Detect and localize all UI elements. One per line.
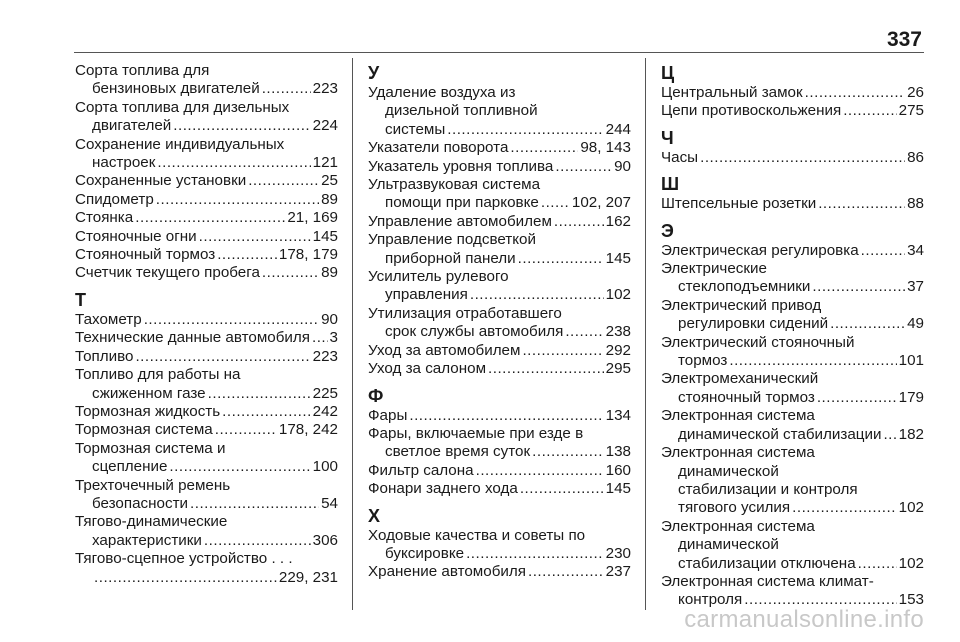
- dot-leader: [510, 139, 578, 157]
- entry-text: Усилитель рулевого: [368, 268, 509, 286]
- index-entry[interactable]: [661, 334, 924, 371]
- page-reference[interactable]: 153: [898, 591, 924, 609]
- section-letter: Ш: [661, 174, 680, 195]
- entry-text: Трехточечный ремень: [75, 476, 231, 494]
- dot-leader: [805, 84, 905, 102]
- dot-leader: [470, 286, 604, 304]
- page-number: 337: [886, 28, 922, 51]
- index-entry[interactable]: [368, 84, 631, 139]
- page-reference[interactable]: 138: [605, 443, 631, 461]
- dot-leader: [476, 462, 604, 480]
- dot-leader: [135, 209, 285, 227]
- index-entry[interactable]: [368, 305, 631, 342]
- index-column-3: [661, 62, 924, 610]
- index-entry[interactable]: [75, 421, 338, 439]
- entry-text: Тормозная система: [75, 421, 213, 439]
- index-entry[interactable]: [75, 62, 338, 99]
- section-letter: Ч: [661, 127, 674, 148]
- dot-leader: [312, 329, 328, 347]
- page-reference[interactable]: 145: [605, 249, 631, 267]
- page-reference[interactable]: 160: [605, 461, 631, 479]
- dot-leader: [190, 495, 319, 513]
- page-reference[interactable]: 90: [321, 310, 338, 328]
- dot-leader: [169, 458, 310, 476]
- page-reference[interactable]: 102: [898, 554, 924, 572]
- entry-text: сцепление: [92, 458, 168, 476]
- entry-text: Фары: [368, 406, 408, 424]
- index-entry[interactable]: [661, 102, 924, 120]
- page-reference[interactable]: 90: [614, 157, 631, 175]
- page-reference[interactable]: 88: [907, 195, 924, 213]
- index-entry[interactable]: [75, 228, 338, 246]
- index-column-1: [75, 62, 338, 587]
- index-entry[interactable]: [368, 158, 631, 176]
- page-reference[interactable]: 101: [898, 352, 924, 370]
- dot-leader: [858, 555, 897, 573]
- page-reference[interactable]: 182: [898, 425, 924, 443]
- entry-text: контроля: [678, 591, 743, 609]
- page-reference[interactable]: 223: [312, 347, 338, 365]
- page-reference[interactable]: 224: [312, 117, 338, 135]
- index-entry[interactable]: [368, 176, 631, 213]
- dot-leader: [447, 121, 603, 139]
- entry-text: двигателей: [92, 117, 172, 135]
- dot-leader: [729, 352, 896, 370]
- entry-text: Ультразвуковая система: [368, 176, 541, 194]
- dot-leader: [520, 480, 604, 498]
- entry-text: стеклоподъемники: [678, 278, 811, 296]
- page-reference[interactable]: 3: [329, 329, 338, 347]
- section-letter: Ф: [368, 385, 384, 406]
- dot-leader: [94, 569, 277, 587]
- dot-leader: [518, 250, 604, 268]
- entry-text: стабилизации и контроля: [678, 480, 858, 498]
- dot-leader: [555, 158, 612, 176]
- page-reference[interactable]: 179: [898, 388, 924, 406]
- column-divider: [352, 58, 353, 610]
- header-rule: [74, 52, 924, 53]
- entry-text: Электронная система: [661, 517, 815, 535]
- page-reference[interactable]: 242: [312, 402, 338, 420]
- entry-text: Фонари заднего хода: [368, 480, 518, 498]
- entry-text: регулировки сидений: [678, 315, 829, 333]
- page-reference[interactable]: 230: [605, 544, 631, 562]
- index-entry[interactable]: [75, 329, 338, 347]
- entry-text: Указатель уровня топлива: [368, 157, 554, 175]
- dot-leader: [565, 323, 603, 341]
- entry-text: Счетчик текущего пробега: [75, 264, 260, 282]
- entry-text: стояночный тормоз: [678, 388, 815, 406]
- page-reference[interactable]: 145: [605, 480, 631, 498]
- entry-text: Стояночные огни: [75, 227, 197, 245]
- entry-text: Электрические: [661, 260, 767, 278]
- page-reference[interactable]: 178, 179: [278, 246, 338, 264]
- index-entry[interactable]: [75, 99, 338, 136]
- index-entry[interactable]: [75, 246, 338, 264]
- index-entry[interactable]: [661, 242, 924, 260]
- page-reference[interactable]: 237: [605, 563, 631, 581]
- entry-text: Тормозная система и: [75, 439, 226, 457]
- index-entry[interactable]: [368, 360, 631, 378]
- dot-leader: [554, 213, 604, 231]
- page-reference[interactable]: 275: [898, 102, 924, 120]
- page-reference[interactable]: 238: [605, 323, 631, 341]
- page-reference[interactable]: 295: [605, 360, 631, 378]
- dot-leader: [792, 499, 897, 517]
- index-entry[interactable]: [368, 480, 631, 498]
- dot-leader: [262, 264, 319, 282]
- dot-leader: [199, 228, 311, 246]
- entry-text: приборной панели: [385, 249, 516, 267]
- page-reference[interactable]: 178, 242: [278, 421, 338, 439]
- entry-text: Удаление воздуха из: [368, 84, 516, 101]
- page-reference[interactable]: 102: [605, 286, 631, 304]
- page-reference[interactable]: 54: [321, 494, 338, 512]
- dot-leader: [409, 407, 603, 425]
- dot-leader: [843, 102, 896, 120]
- entry-text: Управление подсветкой: [368, 231, 536, 249]
- index-entry[interactable]: [75, 403, 338, 421]
- entry-text: Штепсельные розетки: [661, 195, 817, 213]
- dot-leader: [248, 172, 319, 190]
- column-divider: [645, 58, 646, 610]
- dot-leader: [700, 149, 905, 167]
- entry-text: сжиженном газе: [92, 384, 206, 402]
- index-entry[interactable]: [661, 84, 924, 102]
- index-entry[interactable]: [75, 440, 338, 477]
- entry-text: стабилизации отключена: [678, 554, 856, 572]
- dot-leader: [135, 348, 310, 366]
- dot-leader: [817, 389, 897, 407]
- section-letter: Э: [661, 220, 674, 241]
- section-letter: Т: [75, 289, 86, 310]
- index-entry[interactable]: [368, 407, 631, 425]
- entry-text: Тягово-динамические: [75, 513, 228, 531]
- dot-leader: [883, 426, 896, 444]
- dot-leader: [144, 311, 319, 329]
- page-reference[interactable]: 89: [321, 190, 338, 208]
- dot-leader: [541, 194, 570, 212]
- entry-text: помощи при парковке: [385, 194, 539, 212]
- entry-text: тормоз: [678, 352, 728, 370]
- page-reference[interactable]: 306: [312, 531, 338, 549]
- index-entry[interactable]: [368, 563, 631, 581]
- section-letter: Х: [368, 505, 381, 526]
- entry-text: Электронная система: [661, 407, 815, 425]
- entry-text: Топливо для работы на: [75, 366, 241, 384]
- index-entry[interactable]: [661, 260, 924, 297]
- dot-leader: [204, 532, 311, 550]
- entry-text: бензиновых двигателей: [92, 80, 260, 98]
- entry-text: характеристики: [92, 531, 202, 549]
- index-entry[interactable]: [75, 311, 338, 329]
- entry-text: Тормозная жидкость: [75, 402, 221, 420]
- index-entry[interactable]: [368, 139, 631, 157]
- index-entry[interactable]: [661, 518, 924, 573]
- dot-leader: [222, 403, 310, 421]
- page-reference[interactable]: 121: [312, 154, 338, 172]
- entry-text: Утилизация отработавшего: [368, 304, 562, 322]
- page-reference[interactable]: 244: [605, 120, 631, 138]
- index-entry[interactable]: [661, 297, 924, 334]
- index-entry[interactable]: [75, 513, 338, 550]
- entry-text: буксировке: [385, 544, 465, 562]
- dot-leader: [215, 421, 277, 439]
- index-entry[interactable]: [368, 213, 631, 231]
- page-reference[interactable]: 37: [907, 278, 924, 296]
- entry-text: дизельной топливной: [385, 102, 538, 120]
- dot-leader: [157, 154, 310, 172]
- page-reference[interactable]: 225: [312, 384, 338, 402]
- entry-text: Стояночный тормоз: [75, 246, 216, 264]
- entry-text: светлое время суток: [385, 443, 531, 461]
- page-reference[interactable]: 229, 231: [278, 568, 338, 586]
- index-entry[interactable]: [368, 268, 631, 305]
- page-reference[interactable]: 34: [907, 241, 924, 259]
- index-column-2: [368, 62, 631, 582]
- page-reference[interactable]: 102: [898, 499, 924, 517]
- dot-leader: [208, 385, 311, 403]
- entry-text: Уход за автомобилем: [368, 341, 521, 359]
- entry-text: Центральный замок: [661, 84, 803, 101]
- watermark: carmanualsonline.info: [684, 606, 924, 633]
- entry-text: Фильтр салона: [368, 461, 474, 479]
- entry-text: Электрический привод: [661, 296, 822, 314]
- entry-text: Тягово-сцепное устройство . . .: [75, 550, 293, 568]
- index-entry[interactable]: [75, 348, 338, 366]
- page-reference[interactable]: 102, 207: [571, 194, 631, 212]
- entry-text: Стоянка: [75, 209, 134, 227]
- entry-text: Электронная система: [661, 444, 815, 462]
- entry-text: Электрическая регулировка: [661, 241, 859, 259]
- index-entry[interactable]: [75, 366, 338, 403]
- dot-leader: [173, 117, 310, 135]
- dot-leader: [466, 545, 604, 563]
- dot-leader: [522, 342, 603, 360]
- entry-text: Технические данные автомобиля: [75, 329, 310, 347]
- entry-text: Хранение автомобиля: [368, 563, 526, 581]
- entry-text: Тахометр: [75, 310, 142, 328]
- section-letter: Ц: [661, 63, 675, 83]
- entry-text: Управление автомобилем: [368, 212, 552, 230]
- page-reference[interactable]: 21, 169: [287, 209, 338, 227]
- entry-text: динамической стабилизации: [678, 425, 882, 443]
- entry-text: Электронная система климат-: [661, 572, 874, 590]
- entry-text: Сохраненные установки: [75, 172, 247, 190]
- entry-text: Указатели поворота: [368, 139, 509, 157]
- entry-text: Спидометр: [75, 190, 154, 208]
- entry-text: срок службы автомобиля: [385, 323, 564, 341]
- dot-leader: [156, 191, 319, 209]
- index-entry[interactable]: [75, 191, 338, 209]
- entry-text: управления: [385, 286, 468, 304]
- page-reference[interactable]: 86: [907, 148, 924, 166]
- section-letter: У: [368, 63, 380, 83]
- dot-leader: [528, 563, 604, 581]
- index-entry[interactable]: [75, 172, 338, 190]
- page-reference[interactable]: 145: [312, 227, 338, 245]
- entry-text: Уход за салоном: [368, 360, 487, 378]
- entry-text: Сорта топлива для: [75, 62, 210, 79]
- entry-text: безопасности: [92, 494, 189, 512]
- index-entry[interactable]: [75, 136, 338, 173]
- entry-text: Электрический стояночный: [661, 333, 855, 351]
- entry-text: Ходовые качества и советы по: [368, 526, 586, 544]
- dot-leader: [532, 443, 604, 461]
- entry-text: Часы: [661, 148, 699, 166]
- index-entry[interactable]: [661, 573, 924, 610]
- index-entry[interactable]: [75, 550, 338, 587]
- page-reference[interactable]: 134: [605, 406, 631, 424]
- page-reference[interactable]: 223: [312, 80, 338, 98]
- entry-text: Фары, включаемые при езде в: [368, 424, 584, 442]
- index-entry[interactable]: [368, 425, 631, 462]
- dot-leader: [812, 278, 905, 296]
- index-entry[interactable]: [368, 462, 631, 480]
- entry-text: Сорта топлива для дизельных: [75, 98, 290, 116]
- index-entry[interactable]: [368, 342, 631, 360]
- dot-leader: [262, 80, 311, 98]
- page-reference[interactable]: 100: [312, 458, 338, 476]
- index-entry[interactable]: [75, 477, 338, 514]
- dot-leader: [818, 195, 905, 213]
- page-reference[interactable]: 26: [907, 84, 924, 101]
- entry-text: Сохранение индивидуальных: [75, 135, 285, 153]
- page-reference[interactable]: 98, 143: [580, 139, 631, 157]
- dot-leader: [830, 315, 905, 333]
- index-entry[interactable]: [368, 527, 631, 564]
- index-entry[interactable]: [661, 195, 924, 213]
- entry-text: настроек: [92, 154, 156, 172]
- entry-text: тягового усилия: [678, 499, 791, 517]
- entry-text: Цепи противоскольжения: [661, 102, 842, 120]
- entry-text: динамической: [678, 462, 779, 480]
- dot-leader: [217, 246, 277, 264]
- index-entry[interactable]: [75, 264, 338, 282]
- index-entry[interactable]: [661, 444, 924, 518]
- index-entry[interactable]: [75, 209, 338, 227]
- index-entry[interactable]: [661, 149, 924, 167]
- entry-text: динамической: [678, 536, 779, 554]
- entry-text: Топливо: [75, 347, 134, 365]
- page-reference[interactable]: 162: [605, 212, 631, 230]
- page-reference[interactable]: 25: [321, 172, 338, 190]
- index-entry[interactable]: [661, 370, 924, 407]
- page-reference[interactable]: 89: [321, 264, 338, 282]
- entry-text: Электромеханический: [661, 370, 819, 388]
- page-reference[interactable]: 49: [907, 315, 924, 333]
- index-entry[interactable]: [368, 231, 631, 268]
- dot-leader: [488, 360, 604, 378]
- dot-leader: [861, 242, 905, 260]
- page-reference[interactable]: 292: [605, 341, 631, 359]
- entry-text: системы: [385, 120, 446, 138]
- index-entry[interactable]: [661, 407, 924, 444]
